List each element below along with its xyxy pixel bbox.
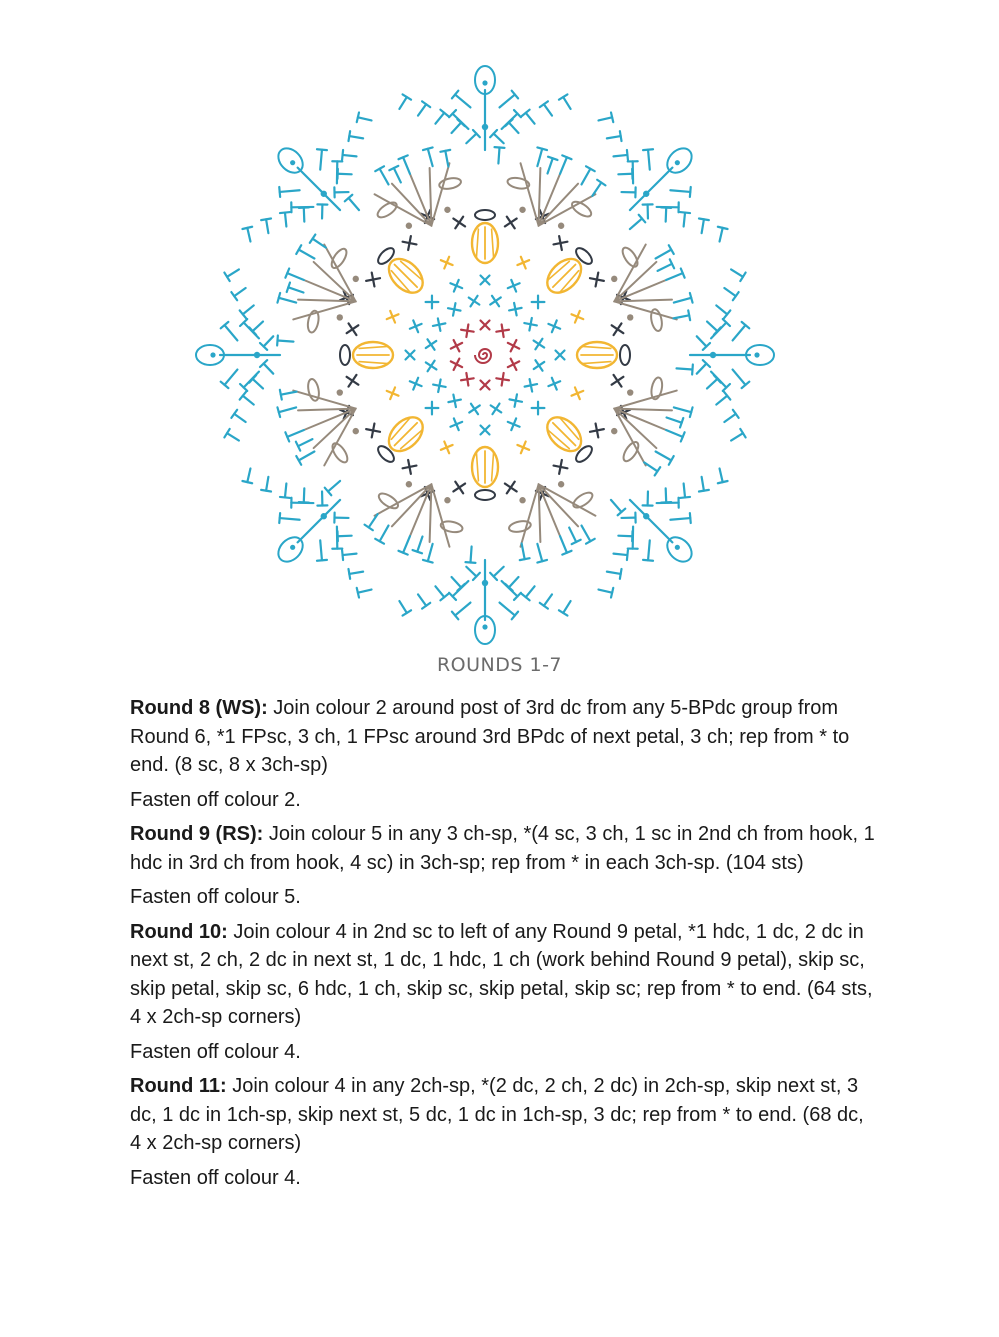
stitch-line xyxy=(614,301,676,319)
round-9-fasten-off: Fasten off colour 5. xyxy=(130,886,301,908)
t-stitch-icon xyxy=(299,488,310,502)
cross-stitch-icon xyxy=(461,373,474,386)
t-stitch-icon xyxy=(277,293,297,307)
t-stitch-icon xyxy=(224,429,241,445)
round-8-text: Join colour 2 around post of 3rd dc from any 5-BPdc group from Round 6, *1 FPsc, 3 ch, 1 FPsc around 3rd BPdc of next petal, 3 ch; rep from * to end. (8 sc, 8 x 3ch-sp) xyxy=(130,697,850,776)
stitch-line xyxy=(539,175,560,226)
t-stitch-icon xyxy=(559,94,575,111)
dot-icon xyxy=(710,352,716,358)
stitch-line xyxy=(324,409,355,466)
cross-stitch-icon xyxy=(510,394,522,406)
t-stitch-icon xyxy=(693,333,710,350)
round-11-fasten-off: Fasten off colour 4. xyxy=(130,1166,301,1189)
t-stitch-icon xyxy=(729,322,750,344)
t-stitch-icon xyxy=(728,265,745,281)
cross-stitch-icon xyxy=(554,236,568,250)
stitch-line xyxy=(375,194,432,225)
stitch-line xyxy=(293,391,355,409)
dot-icon xyxy=(353,276,359,282)
t-stitch-icon xyxy=(721,284,738,300)
dot-icon xyxy=(643,513,649,519)
dot-icon xyxy=(321,191,327,197)
stitch-line xyxy=(539,194,596,225)
t-stitch-icon xyxy=(414,101,430,118)
cross-stitch-icon xyxy=(453,482,465,494)
dot-icon xyxy=(482,80,487,85)
cross-stitch-icon xyxy=(406,351,415,360)
cross-stitch-icon xyxy=(517,442,529,454)
oval-chain-icon xyxy=(438,176,462,190)
t-stitch-icon xyxy=(673,293,693,307)
cross-stitch-icon xyxy=(451,359,462,370)
t-stitch-icon xyxy=(240,392,257,409)
t-stitch-icon xyxy=(395,598,411,615)
t-stitch-icon xyxy=(280,387,298,400)
t-stitch-icon xyxy=(224,265,241,281)
t-stitch-icon xyxy=(334,187,348,197)
oval-chain-icon xyxy=(475,210,495,220)
dot-icon xyxy=(406,481,412,487)
cross-stitch-icon xyxy=(433,380,445,392)
cross-stitch-icon xyxy=(469,404,480,415)
dot-icon xyxy=(519,497,525,503)
t-stitch-icon xyxy=(317,204,327,218)
t-stitch-icon xyxy=(231,284,248,300)
t-stitch-icon xyxy=(606,131,621,143)
t-stitch-icon xyxy=(414,591,430,608)
t-stitch-icon xyxy=(577,166,595,187)
t-stitch-icon xyxy=(466,546,477,563)
t-stitch-icon xyxy=(621,513,635,523)
t-stitch-icon xyxy=(496,599,518,620)
cross-stitch-icon xyxy=(441,442,453,454)
cross-stitch-icon xyxy=(508,280,520,292)
round-10-text: Join colour 4 in 2nd sc to left of any Round 9 petal, *1 hdc, 1 dc, 2 dc in next st, 2 ch, 2 dc in next st, 1 dc, 1 hdc, 1 ch (work behind Round 9 petal), skip sc, skip petal, skip sc, 6 hdc, 1 ch, skip sc, skip petal, skip sc; rep from * to end. (64 sts, 4 x 2ch-sp corners) xyxy=(130,920,873,1028)
dot-icon xyxy=(254,352,260,358)
t-stitch-icon xyxy=(697,218,709,233)
stitch-line xyxy=(305,409,356,430)
t-stitch-icon xyxy=(296,245,317,263)
cross-stitch-icon xyxy=(532,296,545,309)
dot-icon xyxy=(482,124,488,130)
t-stitch-icon xyxy=(517,543,530,561)
t-stitch-icon xyxy=(653,447,674,465)
dot-icon xyxy=(675,545,680,550)
t-stitch-icon xyxy=(423,147,437,167)
oval-chain-icon xyxy=(375,200,399,221)
cross-stitch-icon xyxy=(496,373,509,386)
cross-stitch-icon xyxy=(505,482,517,494)
cross-stitch-icon xyxy=(366,424,380,438)
t-stitch-icon xyxy=(315,149,327,170)
dot-icon xyxy=(337,389,343,395)
stitch-line xyxy=(375,484,432,515)
t-stitch-icon xyxy=(395,94,411,111)
oval-chain-icon xyxy=(508,519,532,533)
dot-icon xyxy=(611,428,617,434)
dot-icon xyxy=(444,207,450,213)
t-stitch-icon xyxy=(661,488,672,502)
stitch-line xyxy=(614,409,645,466)
round-8-fasten-off: Fasten off colour 2. xyxy=(130,788,301,811)
t-stitch-icon xyxy=(597,585,613,598)
t-stitch-icon xyxy=(315,540,327,561)
stitch-line xyxy=(614,245,645,302)
t-stitch-icon xyxy=(357,585,373,598)
t-stitch-icon xyxy=(713,392,730,409)
cross-stitch-icon xyxy=(572,311,584,323)
t-stitch-icon xyxy=(533,543,547,563)
cross-stitch-icon xyxy=(590,424,604,438)
t-stitch-icon xyxy=(432,110,449,127)
t-stitch-icon xyxy=(613,549,628,560)
cross-stitch-icon xyxy=(461,324,474,337)
spiral-magic-ring-icon xyxy=(475,349,491,363)
t-stitch-icon xyxy=(242,467,255,483)
t-stitch-icon xyxy=(342,549,357,560)
cross-stitch-icon xyxy=(505,217,517,229)
round-11-instruction xyxy=(130,1072,875,1158)
dot-icon xyxy=(321,513,327,519)
t-stitch-icon xyxy=(693,360,710,377)
dot-icon xyxy=(675,160,680,165)
t-stitch-icon xyxy=(463,563,480,580)
t-stitch-icon xyxy=(543,157,558,175)
t-stitch-icon xyxy=(337,531,351,542)
cross-stitch-icon xyxy=(426,339,437,350)
cross-stitch-icon xyxy=(481,321,490,330)
t-stitch-icon xyxy=(655,259,674,275)
cross-stitch-icon xyxy=(509,303,521,315)
t-stitch-icon xyxy=(221,366,242,388)
t-stitch-icon xyxy=(279,513,300,525)
stitch-line xyxy=(521,163,539,225)
t-stitch-icon xyxy=(661,207,672,221)
t-stitch-icon xyxy=(287,283,305,298)
t-stitch-icon xyxy=(673,310,691,323)
cross-stitch-icon xyxy=(481,426,490,435)
stitch-line xyxy=(324,245,355,302)
cross-stitch-icon xyxy=(548,320,560,332)
cross-stitch-icon xyxy=(612,323,624,335)
t-stitch-icon xyxy=(555,534,571,554)
t-stitch-icon xyxy=(357,112,373,125)
oval-chain-icon xyxy=(306,378,320,402)
cross-stitch-icon xyxy=(450,418,462,430)
t-stitch-icon xyxy=(621,187,635,197)
cross-stitch-icon xyxy=(590,273,604,287)
t-stitch-icon xyxy=(348,567,363,579)
oval-chain-icon xyxy=(571,490,595,511)
t-stitch-icon xyxy=(533,147,547,167)
stitch-line xyxy=(539,484,578,526)
cross-stitch-icon xyxy=(612,375,624,387)
t-stitch-icon xyxy=(221,322,242,344)
t-stitch-icon xyxy=(342,150,357,161)
t-stitch-icon xyxy=(260,360,277,377)
cross-stitch-icon xyxy=(469,296,480,307)
cross-stitch-icon xyxy=(426,361,437,372)
round-8-instruction xyxy=(130,694,875,780)
cross-stitch-icon xyxy=(366,273,380,287)
t-stitch-icon xyxy=(493,147,504,164)
dot-icon xyxy=(290,160,295,165)
t-stitch-icon xyxy=(664,268,684,284)
t-stitch-icon xyxy=(260,333,277,350)
t-stitch-icon xyxy=(643,149,655,170)
t-stitch-icon xyxy=(277,336,294,347)
cross-stitch-icon xyxy=(481,276,490,285)
dot-icon xyxy=(353,428,359,434)
t-stitch-icon xyxy=(496,91,518,112)
cross-stitch-icon xyxy=(410,378,422,390)
stitch-line xyxy=(293,301,355,319)
crochet-chart-diagram xyxy=(190,60,780,650)
t-stitch-icon xyxy=(522,110,539,127)
cross-stitch-icon xyxy=(347,375,359,387)
t-stitch-icon xyxy=(715,227,728,243)
stitch-line xyxy=(614,391,676,409)
t-stitch-icon xyxy=(643,204,653,218)
cross-stitch-icon xyxy=(347,323,359,335)
cross-stitch-icon xyxy=(448,395,460,407)
stitch-line xyxy=(392,184,431,226)
dot-icon xyxy=(611,276,617,282)
cross-stitch-icon xyxy=(517,257,529,269)
cross-stitch-icon xyxy=(453,217,465,229)
t-stitch-icon xyxy=(618,169,632,180)
t-stitch-icon xyxy=(242,227,255,243)
t-stitch-icon xyxy=(345,195,363,214)
t-stitch-icon xyxy=(555,155,571,175)
round-10-label: Round 10: xyxy=(130,920,228,943)
t-stitch-icon xyxy=(729,366,750,388)
cross-stitch-icon xyxy=(450,280,462,292)
cross-stitch-icon xyxy=(491,404,502,415)
dot-icon xyxy=(482,580,488,586)
cross-stitch-icon xyxy=(387,387,399,399)
t-stitch-icon xyxy=(432,583,449,600)
cross-stitch-icon xyxy=(508,340,519,351)
t-stitch-icon xyxy=(728,429,745,445)
cross-stitch-icon xyxy=(534,360,545,371)
t-stitch-icon xyxy=(279,185,300,197)
t-stitch-icon xyxy=(280,212,291,227)
t-stitch-icon xyxy=(559,598,575,615)
stitch-line xyxy=(314,409,356,448)
t-stitch-icon xyxy=(643,491,653,505)
stitch-line xyxy=(410,175,431,226)
t-stitch-icon xyxy=(565,525,581,544)
t-stitch-icon xyxy=(715,467,728,483)
cross-stitch-icon xyxy=(534,339,545,350)
round-9-text: Join colour 5 in any 3 ch-sp, *(4 sc, 3 ch, 1 sc in 2nd ch from hook, 1 hdc in 3rd ch from hook, 4 sc) in 3ch-sp; rep from * in each 3ch-sp. (104 sts) xyxy=(130,823,875,874)
cross-stitch-icon xyxy=(387,311,399,323)
dot-icon xyxy=(558,223,564,229)
cross-stitch-icon xyxy=(448,303,460,315)
t-stitch-icon xyxy=(277,403,297,417)
cross-stitch-icon xyxy=(572,387,584,399)
oval-chain-icon xyxy=(649,308,663,332)
dot-icon xyxy=(290,545,295,550)
dot-icon xyxy=(519,207,525,213)
dot-icon xyxy=(406,223,412,229)
dot-icon xyxy=(558,481,564,487)
cross-stitch-icon xyxy=(451,340,462,351)
cross-stitch-icon xyxy=(548,378,560,390)
t-stitch-icon xyxy=(522,583,539,600)
stitch-line xyxy=(614,409,665,430)
t-stitch-icon xyxy=(398,534,414,554)
t-stitch-icon xyxy=(285,268,305,284)
cross-stitch-icon xyxy=(524,318,536,330)
t-stitch-icon xyxy=(597,112,613,125)
t-stitch-icon xyxy=(261,476,273,491)
t-stitch-icon xyxy=(540,101,556,118)
t-stitch-icon xyxy=(299,207,310,221)
cross-stitch-icon xyxy=(481,381,490,390)
t-stitch-icon xyxy=(697,476,709,491)
t-stitch-icon xyxy=(679,212,690,227)
t-stitch-icon xyxy=(285,425,305,441)
diagram-caption: ROUNDS 1-7 xyxy=(436,654,563,676)
cross-stitch-icon xyxy=(410,320,422,332)
stitch-line xyxy=(521,484,539,546)
dot-icon xyxy=(643,191,649,197)
cross-stitch-icon xyxy=(554,460,568,474)
stitch-line xyxy=(614,280,665,301)
dot-icon xyxy=(627,314,633,320)
t-stitch-icon xyxy=(317,491,327,505)
pattern-instructions xyxy=(130,694,875,1198)
t-stitch-icon xyxy=(679,483,690,498)
cross-stitch-icon xyxy=(426,402,439,415)
stitch-line xyxy=(431,484,449,546)
round-10-fasten-off: Fasten off colour 4. xyxy=(130,1040,301,1063)
round-11-label: Round 11: xyxy=(130,1075,227,1097)
dot-icon xyxy=(210,352,215,357)
t-stitch-icon xyxy=(490,563,507,580)
cross-stitch-icon xyxy=(508,359,519,370)
cross-stitch-icon xyxy=(441,257,453,269)
cross-stitch-icon xyxy=(556,351,565,360)
cross-stitch-icon xyxy=(496,324,509,337)
t-stitch-icon xyxy=(440,150,453,168)
t-stitch-icon xyxy=(606,567,621,579)
t-stitch-icon xyxy=(348,131,363,143)
round-9-label: Round 9 (RS): xyxy=(130,823,264,845)
t-stitch-icon xyxy=(325,477,344,495)
t-stitch-icon xyxy=(618,531,632,542)
t-stitch-icon xyxy=(452,91,474,112)
stitch-line xyxy=(410,484,431,535)
t-stitch-icon xyxy=(261,218,273,233)
cross-stitch-icon xyxy=(426,296,439,309)
t-stitch-icon xyxy=(296,435,315,451)
t-stitch-icon xyxy=(463,130,480,147)
t-stitch-icon xyxy=(413,535,428,553)
cross-stitch-icon xyxy=(490,296,501,307)
stitch-line xyxy=(614,262,656,301)
cross-stitch-icon xyxy=(532,402,545,415)
cross-stitch-icon xyxy=(508,418,520,430)
oval-chain-icon xyxy=(620,345,630,365)
t-stitch-icon xyxy=(231,410,248,426)
t-stitch-icon xyxy=(389,166,405,185)
t-stitch-icon xyxy=(398,155,414,175)
t-stitch-icon xyxy=(676,363,693,374)
t-stitch-icon xyxy=(613,150,628,161)
t-stitch-icon xyxy=(673,403,693,417)
cross-stitch-icon xyxy=(525,379,537,391)
t-stitch-icon xyxy=(375,523,393,544)
t-stitch-icon xyxy=(334,513,348,523)
t-stitch-icon xyxy=(423,543,437,563)
dot-icon xyxy=(337,314,343,320)
t-stitch-icon xyxy=(490,130,507,147)
oval-chain-icon xyxy=(475,490,495,500)
dot-icon xyxy=(627,389,633,395)
round-11-text: Join colour 4 in any 2ch-sp, *(2 dc, 2 ch, 2 dc) in 2ch-sp, skip next st, 3 dc, 1 dc in 1ch-sp, skip next st, 5 dc, 1 dc in 1ch-sp, 3 dc; rep from * to end. (68 dc, 4 x 2ch-sp corners) xyxy=(130,1075,864,1154)
oval-chain-icon xyxy=(620,245,641,269)
stitch-line xyxy=(539,484,560,535)
oval-chain-icon xyxy=(330,441,351,465)
t-stitch-icon xyxy=(670,185,691,197)
t-stitch-icon xyxy=(540,591,556,608)
dot-icon xyxy=(444,497,450,503)
t-stitch-icon xyxy=(280,483,291,498)
cross-stitch-icon xyxy=(403,460,417,474)
dot-icon xyxy=(482,624,487,629)
t-stitch-icon xyxy=(627,215,646,233)
t-stitch-icon xyxy=(607,497,625,516)
t-stitch-icon xyxy=(721,410,738,426)
round-9-instruction xyxy=(130,820,875,877)
t-stitch-icon xyxy=(665,413,683,428)
stitch-line xyxy=(539,484,596,515)
t-stitch-icon xyxy=(643,540,655,561)
t-stitch-icon xyxy=(240,302,257,319)
stitch-line xyxy=(431,163,449,225)
stitch-line xyxy=(305,280,356,301)
round-10-instruction xyxy=(130,918,875,1032)
oval-chain-icon xyxy=(340,345,350,365)
t-stitch-icon xyxy=(337,169,351,180)
dot-icon xyxy=(754,352,759,357)
round-8-label: Round 8 (WS): xyxy=(130,697,268,719)
t-stitch-icon xyxy=(664,425,684,441)
cross-stitch-icon xyxy=(433,318,445,330)
t-stitch-icon xyxy=(670,513,691,525)
t-stitch-icon xyxy=(452,599,474,620)
cross-stitch-icon xyxy=(403,236,417,250)
t-stitch-icon xyxy=(713,302,730,319)
